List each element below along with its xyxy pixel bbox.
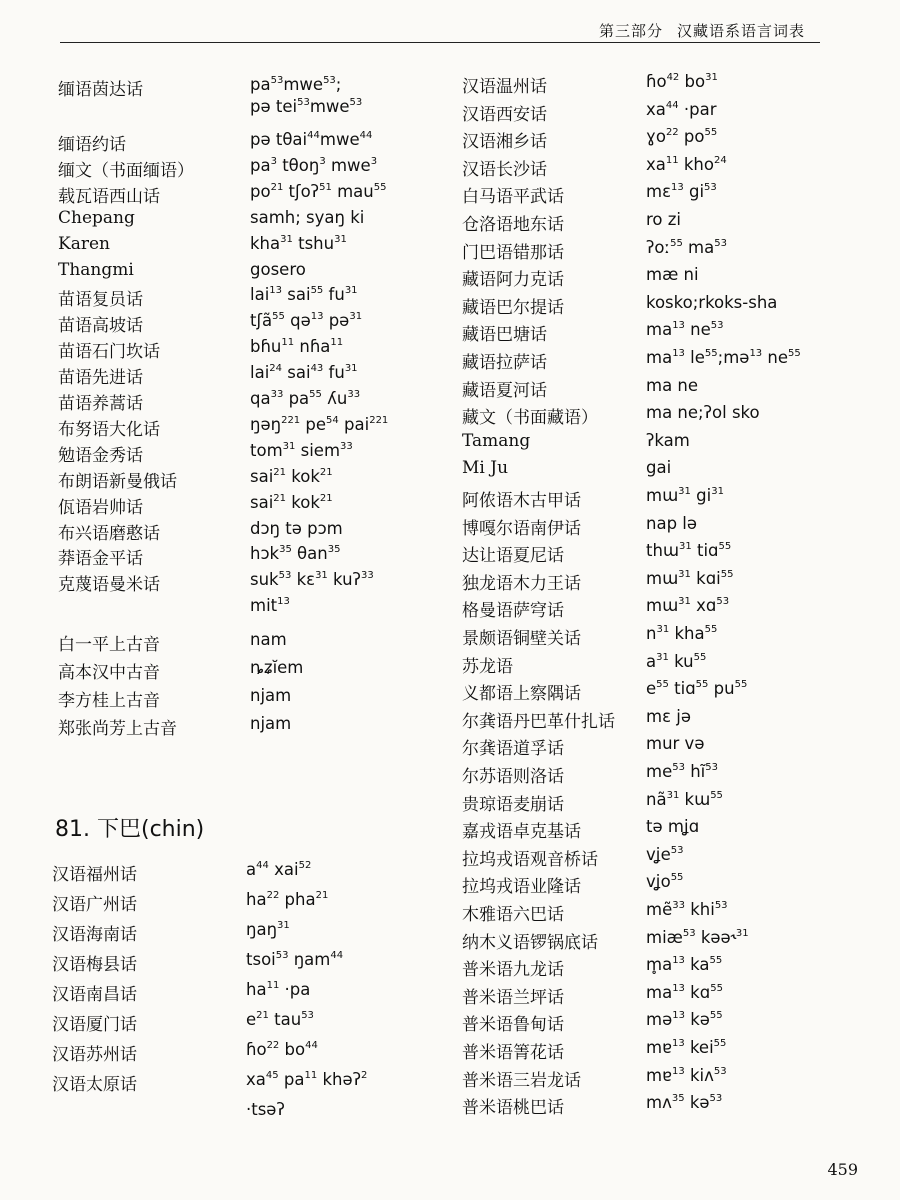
language-name: 藏语阿力克话 [462,270,564,291]
word-form: kosko;rkoks-sha [646,292,778,312]
word-form: $pa^{53}mwe^{53}$; [250,75,342,94]
language-name: 拉坞戎语业隆话 [462,877,581,898]
word-form: ɦo$^{42}$ $bo^{31}$ [646,72,718,91]
word-form: mʌ$^{35}$ kə$^{53}$ [646,1093,723,1113]
word-form: kha$^{31}$ tshu$^{31}$ [250,233,347,253]
language-name: 普米语三岩龙话 [462,1070,581,1091]
word-form: $m̥a^{13}$ $ka^{55}$ [646,955,723,975]
word-form: ma ne;ʔol sko [646,403,760,423]
word-form: ʔkam [646,430,690,450]
word-form: tom$^{31}$ siem$^{33}$ [250,440,353,460]
language-name: 汉语温州话 [462,77,547,97]
word-form: sai$^{21}$ kok$^{21}$ [250,492,333,512]
word-form: thɯ$^{31}$ tiɑ$^{55}$ [646,541,732,561]
word-form: ŋəŋ$^{221}$ $pe^{54}$ pai$^{221}$ [250,414,389,434]
language-name: 缅语茵达话 [58,80,143,100]
language-name: 汉语广州话 [52,895,137,915]
word-form: vʝo$^{55}$ [646,872,684,892]
language-name: Thangmi [58,259,134,280]
word-form: njam [250,714,292,733]
language-name: 独龙语木力王话 [462,573,581,594]
word-form: nam [250,630,287,649]
language-name: 普米语箐花话 [462,1043,564,1063]
word-form: $ma^{13}$ kɑ$^{55}$ [646,982,723,1002]
language-name: 阿侬语木古甲话 [462,491,581,511]
word-form: mɯ$^{31}$ xɑ$^{53}$ [646,596,730,616]
language-name: 白马语平武话 [462,187,564,208]
word-form: vʝe$^{53}$ [646,844,684,864]
word-form: mæ ni [646,265,699,285]
word-form: pə tθai$^{44}$mwe$^{44}$ [250,130,373,149]
language-name: 嘉戎语卓克基话 [462,822,581,843]
header-rule [60,42,820,43]
language-name: 普米语桃巴话 [462,1098,564,1119]
word-form: suk$^{53}$ kɛ$^{31}$ kuʔ$^{33}$ [250,570,374,590]
word-form: $ma^{13}$ $ne^{53}$ [646,320,724,340]
language-name: 布兴语磨憨话 [58,523,160,544]
running-header [585,20,805,41]
language-name: 博嘎尔语南伊话 [462,518,581,539]
language-name: 汉语湘乡话 [462,132,547,153]
language-name: 藏语拉萨话 [462,353,547,373]
language-name: 藏语巴尔提话 [462,297,564,318]
language-name: 贵琼语麦崩话 [462,794,564,815]
language-name: 载瓦语西山话 [58,186,160,207]
language-name: 普米语兰坪话 [462,987,564,1008]
header-title: 汉藏语系语言词表 [676,22,805,40]
word-form: ma ne [646,375,699,395]
language-name: Chepang [58,207,135,228]
language-name: Mi Ju [462,458,509,479]
word-form: $xa^{45}$ $pa^{11}$ khəʔ$^2$ [246,1070,368,1089]
word-form: njam [250,686,292,705]
word-form: mə$^{13}$ kə$^{55}$ [646,1010,723,1030]
language-name: 白一平上古音 [58,635,160,655]
word-form: sai$^{21}$ kok$^{21}$ [250,466,333,486]
language-name: 藏语巴塘话 [462,325,547,346]
word-form: $xa^{44} \cdot par$ [646,99,717,119]
word-form: lai$^{24}$ sai$^{43}$ $fu^{31}$ [250,363,358,383]
header-part: 第三部分 [598,22,663,40]
word-form: ɣo$^{22}$ $po^{55}$ [646,127,718,147]
word-form: $xa^{11}$ kho$^{24}$ [646,154,727,174]
language-name: 景颇语铜壁关话 [462,629,581,649]
word-form: $nã^{31}$ kɯ$^{55}$ [646,789,723,809]
language-name: 苗语复员话 [58,290,143,311]
word-form: tsoi$^{53}$ ŋam$^{44}$ [246,950,344,969]
language-name: 汉语长沙话 [462,159,547,180]
word-form: $me^{53}$ $hĩ^{53}$ [646,762,718,781]
word-form: bɦu$^{11}$ nɦa$^{11}$ [250,337,344,357]
word-form: samh; syaŋ ki [250,207,365,227]
word-form: $pa^3$ tθoŋ$^3$ mwe$^3$ [250,155,378,175]
word-form: $a^{44}$ xai$^{52}$ [246,860,312,879]
language-name: 莽语金平话 [58,549,143,570]
language-name: 义都语上察隅话 [462,684,581,705]
word-form: pə tei$^{53}$mwe$^{53}$ [250,97,363,116]
word-form: lai$^{13}$ sai$^{55}$ $fu^{31}$ [250,285,358,305]
language-name: 藏语夏河话 [462,380,547,401]
word-form: $ha^{11} \cdot pa$ [246,980,311,999]
language-name: 木雅语六巴话 [462,905,564,925]
word-form: miæ$^{53}$ kəə˞$^{31}$ [646,927,749,947]
word-form: $ha^{22}$ pha$^{21}$ [246,890,329,909]
language-name: 汉语太原话 [52,1075,137,1095]
language-name: 郑张尚芳上古音 [58,719,177,739]
language-name: 汉语苏州话 [52,1045,137,1065]
language-name: 汉语梅县话 [52,955,137,975]
word-form: mɐ$^{13}$ kei$^{55}$ [646,1038,727,1057]
language-name: 普米语九龙话 [462,960,564,981]
language-name: 普米语鲁甸话 [462,1015,564,1036]
language-name: 高本汉中古音 [58,663,160,683]
language-name: 苗语石门坎话 [58,342,160,363]
word-form: mɐ$^{13}$ kiʌ$^{53}$ [646,1065,727,1085]
language-name: 尔苏语则洛话 [462,767,564,787]
language-name: 苗语养蒿话 [58,394,143,414]
page-number: 459 [827,1160,858,1179]
language-name: 纳木义语锣锅底话 [462,932,598,953]
section-title: 81. 下巴(chin) [55,817,205,842]
word-form: ·tsəʔ [246,1100,285,1119]
word-form: $a^{31}$ $ku^{55}$ [646,651,707,671]
language-name: 苗语高坡话 [58,316,143,337]
word-form: hɔk$^{35}$ θan$^{35}$ [250,544,341,564]
word-form: ŋaŋ$^{31}$ [246,920,290,939]
language-name: 汉语福州话 [52,865,137,885]
language-name: 汉语海南话 [52,925,137,945]
language-name: 布朗语新曼俄话 [58,471,177,492]
word-form: $po^{21}$ tʃoʔ$^{51}$ mau$^{55}$ [250,181,387,201]
word-form: mɯ$^{31}$ $gi^{31}$ [646,486,724,505]
language-name: 仓洛语地东话 [462,215,564,235]
word-form: mɛ jə [646,706,691,726]
language-name: 藏文（书面藏语） [462,408,598,429]
language-name: 苏龙语 [462,656,513,677]
language-name: 李方桂上古音 [58,691,160,711]
language-name: 勉语金秀话 [58,445,143,466]
language-name: 克蔑语曼米话 [58,575,160,596]
word-form: tʃã$^{55}$ qə$^{13}$ pə$^{31}$ [250,311,363,331]
language-name: 门巴语错那话 [462,242,564,263]
language-name: 格曼语萨穹话 [462,601,564,622]
word-form: mɛ$^{13}$ $gi^{53}$ [646,182,717,202]
word-form: $n^{31}$ kha$^{55}$ [646,624,718,643]
word-form: mit$^{13}$ [250,596,290,616]
language-name: Karen [58,233,110,254]
language-name: 尔龚语丹巴革什扎话 [462,711,615,732]
word-form: $e^{21}$ tau$^{53}$ [246,1010,314,1029]
language-name: 汉语南昌话 [52,985,137,1005]
word-form: mɯ$^{31}$ kɑi$^{55}$ [646,568,734,588]
language-name: 苗语先进话 [58,368,143,389]
word-form: $e^{55}$ tiɑ$^{55}$ $pu^{55}$ [646,679,748,699]
language-name: 尔龚语道孚话 [462,739,564,760]
language-name: 汉语厦门话 [52,1015,137,1035]
language-name: 拉坞戎语观音桥话 [462,849,598,870]
language-name: Tamang [462,430,531,451]
word-form: gai [646,458,672,478]
word-form: gosero [250,259,306,279]
word-form: nap lə [646,513,698,533]
word-form: mẽ$^{33}$ khi$^{53}$ [646,900,728,919]
language-name: 佤语岩帅话 [58,497,143,518]
language-name: 缅语约话 [58,135,126,155]
language-name: 汉语西安话 [462,104,547,125]
word-form: mur və [646,734,705,754]
word-form: ȵʑĭem [250,658,304,677]
language-name: 达让语夏尼话 [462,546,564,567]
language-name: 布努语大化话 [58,419,160,440]
word-form: $ma^{13}$ $le^{55};mə^{13}$ $ne^{55}$ [646,348,801,367]
word-form: ʔoː$^{55}$ $ma^{53}$ [646,237,727,257]
word-form: tə mʝɑ [646,817,700,837]
word-form: dɔŋ tə pɔm [250,518,343,538]
language-name: 缅文（书面缅语） [58,160,194,181]
word-form: $qa^{33}$ $pa^{55}$ ʎu$^{33}$ [250,389,361,408]
word-form: ɦo$^{22}$ $bo^{44}$ [246,1040,318,1059]
word-form: ro zi [646,210,682,229]
